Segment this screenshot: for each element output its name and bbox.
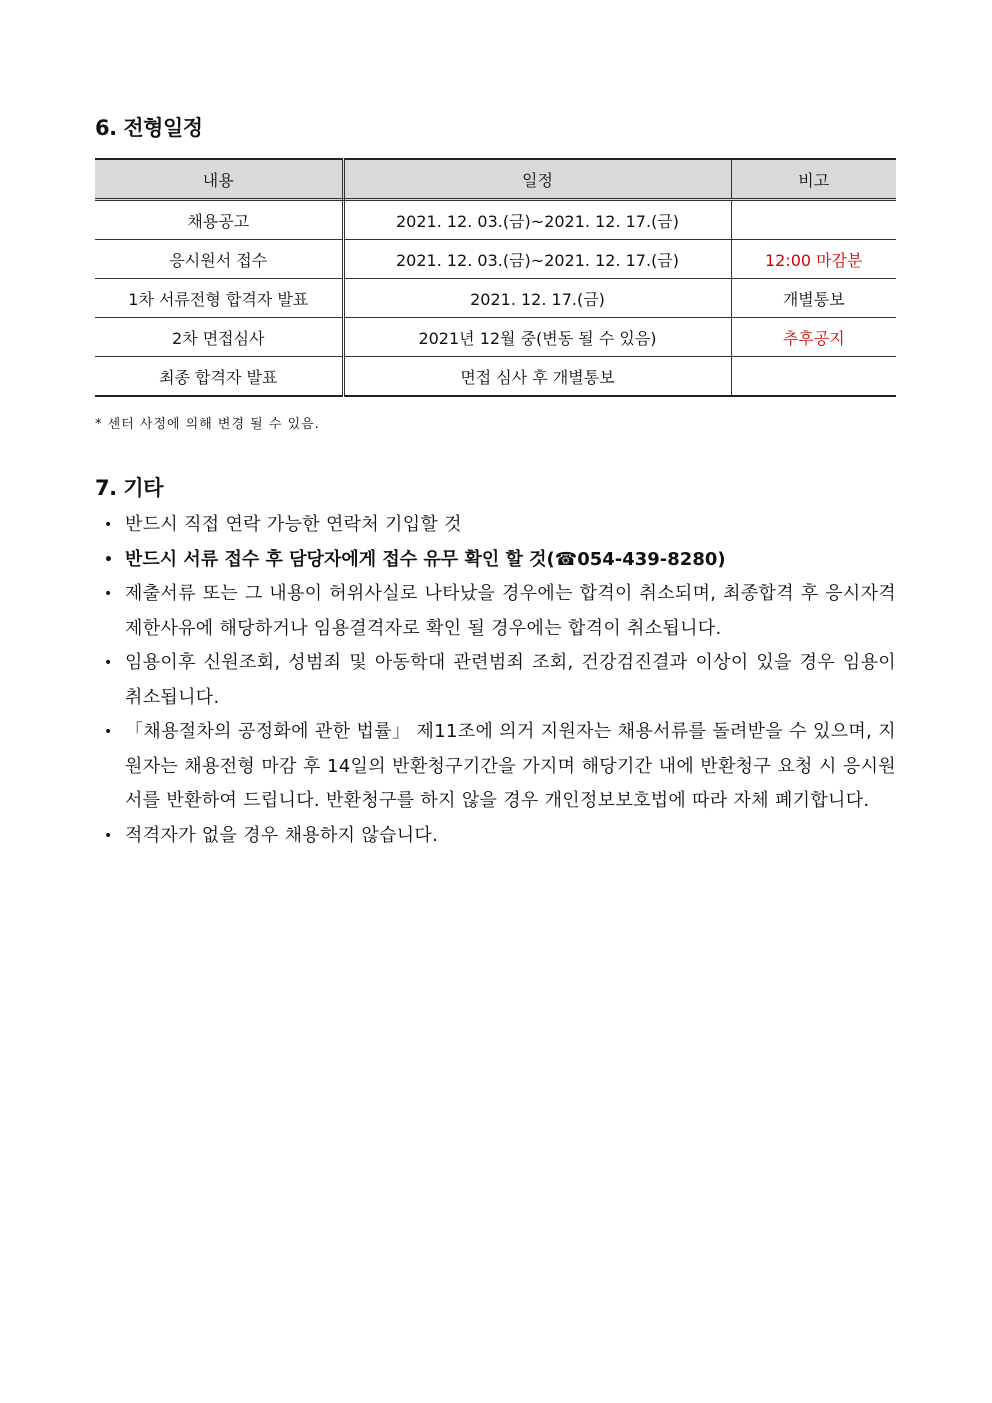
row-schedule: 2021. 12. 03.(금)~2021. 12. 17.(금) [343, 200, 731, 240]
list-item [95, 819, 896, 854]
schedule-table [95, 158, 896, 397]
section-6-title: 6. 전형일정 [95, 116, 203, 140]
table-row [95, 279, 896, 318]
list-item [95, 508, 896, 543]
row-note: 개별통보 [731, 279, 896, 318]
list-item-text: 임용이후 신원조회, 성범죄 및 아동학대 관련범죄 조회, 건강검진결과 이상이 있을 경우 임용이 취소됩니다. [125, 652, 896, 708]
schedule-footnote: * 센터 사정에 의해 변경 될 수 있음. [95, 417, 320, 432]
list-item [95, 577, 896, 646]
header-note: 비고 [731, 159, 896, 200]
bullet-icon: • [104, 551, 113, 568]
row-content: 1차 서류전형 합격자 발표 [95, 279, 343, 318]
list-item-text: 적격자가 없을 경우 채용하지 않습니다. [125, 824, 439, 846]
row-schedule: 2021년 12월 중(변동 될 수 있음) [343, 318, 731, 357]
row-content: 채용공고 [95, 200, 343, 240]
row-note: 12:00 마감분 [731, 240, 896, 279]
bullet-icon: • [104, 724, 113, 740]
row-note [731, 200, 896, 240]
row-content: 2차 면접심사 [95, 318, 343, 357]
list-item-text: 반드시 서류 접수 후 담당자에게 접수 유무 확인 할 것(☎054-439-8280) [125, 548, 726, 570]
row-note [731, 357, 896, 397]
list-item [95, 543, 896, 578]
row-schedule: 2021. 12. 03.(금)~2021. 12. 17.(금) [343, 240, 731, 279]
table-header-row [95, 159, 896, 200]
other-items-list [95, 508, 896, 853]
bullet-icon: • [104, 586, 113, 602]
bullet-icon: • [104, 655, 113, 671]
table-row [95, 318, 896, 357]
row-content: 최종 합격자 발표 [95, 357, 343, 397]
bullet-icon: • [104, 827, 113, 844]
bullet-icon: • [104, 517, 113, 533]
table-row [95, 240, 896, 279]
table-row [95, 200, 896, 240]
row-content: 응시원서 접수 [95, 240, 343, 279]
row-schedule: 2021. 12. 17.(금) [343, 279, 731, 318]
list-item [95, 715, 896, 819]
list-item-text: 반드시 직접 연락 가능한 연락처 기입할 것 [125, 514, 462, 535]
table-row [95, 357, 896, 397]
list-item-text: 제출서류 또는 그 내용이 허위사실로 나타났을 경우에는 합격이 취소되며, 최종합격 후 응시자격 제한사유에 해당하거나 임용결격자로 확인 될 경우에는 합격이 취소됩니다. [125, 583, 896, 639]
list-item [95, 646, 896, 715]
document-page [95, 112, 896, 853]
row-schedule: 면접 심사 후 개별통보 [343, 357, 731, 397]
list-item-text: 「채용절차의 공정화에 관한 법률」 제11조에 의거 지원자는 채용서류를 돌려받을 수 있으며, 지원자는 채용전형 마감 후 14일의 반환청구기간을 가지며 해당기간 내에 반환청구 요청 시 응시원서를 반환하여 드립니다. 반환청구를 하지 않을 경우 개인정보보호법에 따라 자체 폐기합니다. [125, 721, 896, 811]
header-schedule: 일정 [343, 159, 731, 200]
section-7-title: 7. 기타 [95, 476, 163, 500]
header-content: 내용 [95, 159, 343, 200]
row-note: 추후공지 [731, 318, 896, 357]
